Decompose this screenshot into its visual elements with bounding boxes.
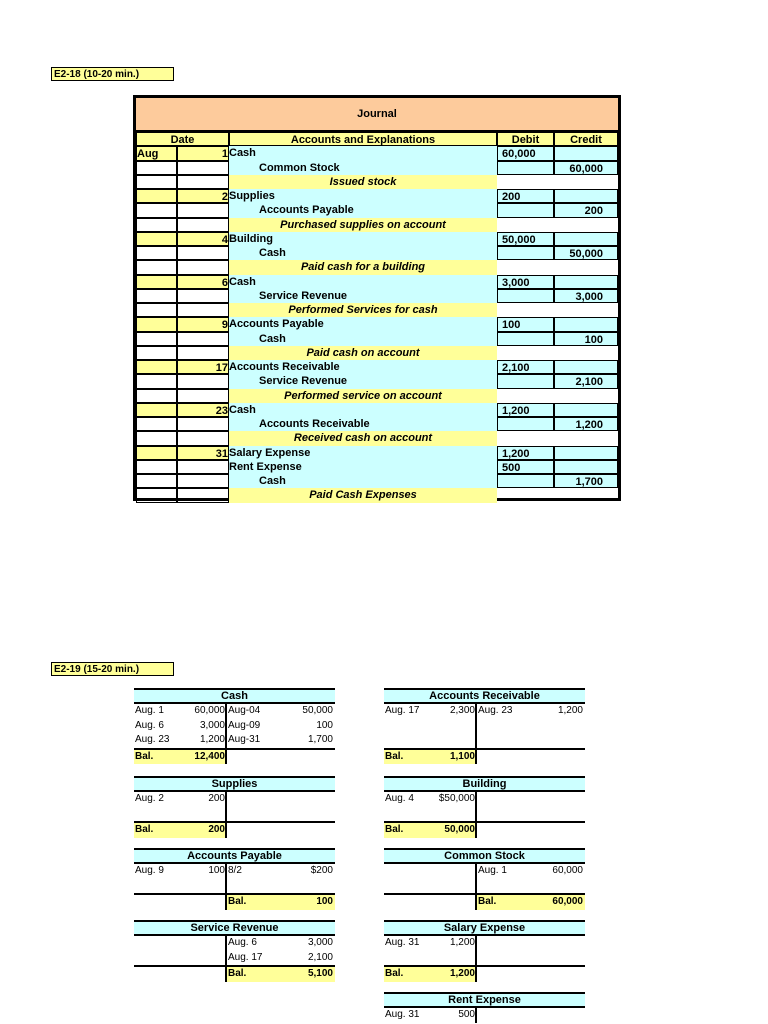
t-account-body — [134, 936, 335, 982]
debit-date: Aug. 2 — [135, 793, 164, 804]
journal-row — [136, 417, 618, 431]
journal-month — [136, 460, 177, 474]
t-account-divider — [225, 792, 227, 838]
journal-month — [136, 218, 177, 232]
e2-18-label: E2-18 (10-20 min.) — [51, 67, 174, 81]
t-account-title: Accounts Receivable — [384, 688, 585, 704]
credit-amount: 100 — [316, 719, 333, 731]
debit-date: Aug. 1 — [135, 705, 164, 716]
journal-day — [177, 303, 229, 317]
debit-date: Aug. 6 — [135, 719, 164, 731]
t-account-entry — [384, 879, 585, 894]
t-account-entry — [134, 719, 335, 734]
journal-account: Cash — [229, 246, 497, 260]
balance-label: Bal. — [228, 896, 247, 907]
journal-row — [136, 232, 618, 246]
journal-credit — [554, 189, 618, 203]
journal-month — [136, 374, 177, 388]
journal-credit: 50,000 — [554, 246, 618, 260]
balance-row — [384, 750, 585, 765]
credit-amount: 1,700 — [307, 734, 333, 745]
t-account-entry — [384, 719, 585, 734]
t-account-body — [134, 864, 335, 910]
journal-month — [136, 332, 177, 346]
credit-date: Aug-09 — [228, 719, 261, 731]
journal-debit — [497, 161, 554, 175]
journal-account: Service Revenue — [229, 374, 497, 388]
journal-month — [136, 403, 177, 417]
balance-value: 50,000 — [444, 824, 475, 835]
balance-row — [384, 895, 585, 910]
journal-account: Salary Expense — [229, 446, 497, 460]
journal-row — [136, 303, 618, 317]
journal-month: Aug — [136, 146, 177, 160]
debit-date: Aug. 17 — [385, 705, 420, 716]
credit-amount: 50,000 — [302, 705, 333, 716]
debit-amount: 1,200 — [199, 734, 225, 745]
journal-day — [177, 175, 229, 189]
accounts-header: Accounts and Explanations — [229, 132, 497, 146]
journal-debit: 500 — [497, 460, 554, 474]
journal-row — [136, 260, 618, 274]
journal-debit — [497, 417, 554, 431]
t-account-entry — [134, 879, 335, 894]
journal-month — [136, 161, 177, 175]
journal-row — [136, 146, 618, 160]
t-account-entry — [134, 733, 335, 748]
journal-credit: 100 — [554, 332, 618, 346]
t-account-title: Accounts Payable — [134, 848, 335, 864]
journal-account: Supplies — [229, 189, 497, 203]
journal-explanation: Paid cash for a building — [229, 260, 497, 274]
t-account-title: Salary Expense — [384, 920, 585, 936]
credit-date: 8/2 — [228, 865, 242, 876]
journal-table — [133, 95, 621, 501]
credit-date: Aug. 17 — [228, 951, 263, 963]
balance-label: Bal. — [135, 750, 154, 762]
t-account-title: Building — [384, 776, 585, 792]
t-account-body — [384, 792, 585, 838]
t-account-divider — [475, 704, 477, 764]
supplies-t-account — [134, 776, 335, 838]
balance-label: Bal. — [135, 824, 154, 835]
journal-debit — [497, 203, 554, 217]
t-account-divider — [225, 936, 227, 982]
credit-date: Aug. 6 — [228, 937, 257, 948]
accounts-payable-t-account — [134, 848, 335, 910]
journal-day: 6 — [177, 275, 229, 289]
journal-day — [177, 289, 229, 303]
balance-label: Bal. — [385, 968, 404, 979]
journal-credit — [554, 446, 618, 460]
journal-account: Cash — [229, 474, 497, 488]
journal-month — [136, 275, 177, 289]
date-header: Date — [136, 132, 229, 146]
journal-month — [136, 203, 177, 217]
debit-amount: 60,000 — [194, 705, 225, 716]
journal-title: Journal — [136, 98, 618, 132]
debit-date: Aug. 4 — [385, 793, 414, 804]
salary-expense-t-account — [384, 920, 585, 982]
journal-month — [136, 474, 177, 488]
journal-month — [136, 232, 177, 246]
journal-month — [136, 488, 177, 502]
journal-account: Cash — [229, 332, 497, 346]
journal-day: 31 — [177, 446, 229, 460]
balance-value: 5,100 — [307, 968, 333, 979]
journal-credit: 60,000 — [554, 161, 618, 175]
journal-debit — [497, 474, 554, 488]
credit-header: Credit — [554, 132, 618, 146]
t-account-entry — [384, 792, 585, 807]
journal-explanation: Performed service on account — [229, 389, 497, 403]
journal-credit — [554, 403, 618, 417]
t-account-body — [384, 704, 585, 764]
credit-amount: 3,000 — [307, 937, 333, 948]
journal-row — [136, 246, 618, 260]
journal-row — [136, 474, 618, 488]
e2-19-label: E2-19 (15-20 min.) — [51, 662, 174, 676]
balance-value: 200 — [208, 824, 225, 835]
journal-row — [136, 203, 618, 217]
journal-row — [136, 289, 618, 303]
t-account-divider — [475, 1008, 477, 1023]
journal-row — [136, 374, 618, 388]
journal-day: 23 — [177, 403, 229, 417]
t-account-divider — [225, 704, 227, 764]
debit-date: Aug. 9 — [135, 865, 164, 876]
journal-day — [177, 474, 229, 488]
building-t-account — [384, 776, 585, 838]
journal-row — [136, 332, 618, 346]
journal-day: 9 — [177, 317, 229, 331]
balance-row — [134, 823, 335, 838]
journal-month — [136, 389, 177, 403]
journal-account: Accounts Receivable — [229, 417, 497, 431]
journal-credit: 1,700 — [554, 474, 618, 488]
journal-credit — [554, 232, 618, 246]
journal-month — [136, 346, 177, 360]
journal-month — [136, 417, 177, 431]
journal-row — [136, 389, 618, 403]
journal-credit: 3,000 — [554, 289, 618, 303]
journal-day — [177, 260, 229, 274]
journal-day — [177, 389, 229, 403]
journal-month — [136, 289, 177, 303]
journal-account: Service Revenue — [229, 289, 497, 303]
debit-amount: 1,200 — [449, 937, 475, 948]
balance-row — [384, 967, 585, 982]
t-account-entry — [384, 704, 585, 719]
debit-date: Aug. 23 — [135, 734, 170, 745]
journal-row — [136, 446, 618, 460]
journal-debit — [497, 332, 554, 346]
service-revenue-t-account — [134, 920, 335, 982]
journal-row — [136, 218, 618, 232]
journal-row — [136, 460, 618, 474]
debit-amount: 500 — [458, 1009, 475, 1020]
balance-value: 1,200 — [449, 968, 475, 979]
journal-month — [136, 246, 177, 260]
journal-explanation: Purchased supplies on account — [229, 218, 497, 232]
debit-amount: 2,300 — [449, 705, 475, 716]
journal-credit: 2,100 — [554, 374, 618, 388]
cash-t-account — [134, 688, 335, 764]
journal-day: 17 — [177, 360, 229, 374]
debit-amount: 3,000 — [199, 719, 225, 731]
journal-day — [177, 417, 229, 431]
credit-amount: 2,100 — [307, 951, 333, 963]
t-account-entry — [384, 864, 585, 879]
t-account-body — [384, 936, 585, 982]
accounts-receivable-t-account — [384, 688, 585, 764]
journal-explanation: Paid Cash Expenses — [229, 488, 497, 502]
journal-debit — [497, 374, 554, 388]
journal-credit: 200 — [554, 203, 618, 217]
debit-header: Debit — [497, 132, 554, 146]
balance-value: 1,100 — [449, 750, 475, 762]
balance-label: Bal. — [228, 968, 247, 979]
journal-explanation: Issued stock — [229, 175, 497, 189]
journal-month — [136, 260, 177, 274]
t-account-entry — [134, 864, 335, 879]
balance-value: 100 — [316, 896, 333, 907]
t-account-title: Service Revenue — [134, 920, 335, 936]
balance-value: 60,000 — [552, 896, 583, 907]
journal-header-row — [136, 132, 618, 146]
t-account-entry — [134, 936, 335, 951]
balance-row — [384, 823, 585, 838]
journal-debit: 1,200 — [497, 403, 554, 417]
t-account-title: Supplies — [134, 776, 335, 792]
balance-row — [134, 967, 335, 982]
journal-day — [177, 332, 229, 346]
t-account-entry — [384, 936, 585, 951]
t-account-body — [134, 792, 335, 838]
t-account-entry — [134, 951, 335, 966]
journal-debit: 3,000 — [497, 275, 554, 289]
journal-day: 4 — [177, 232, 229, 246]
journal-month — [136, 431, 177, 445]
journal-row — [136, 403, 618, 417]
journal-account: Common Stock — [229, 161, 497, 175]
debit-amount: $50,000 — [438, 793, 475, 804]
balance-row — [134, 895, 335, 910]
journal-credit — [554, 275, 618, 289]
journal-row — [136, 189, 618, 203]
journal-account: Accounts Payable — [229, 317, 497, 331]
journal-row — [136, 317, 618, 331]
balance-label: Bal. — [385, 750, 404, 762]
t-account-entry — [384, 807, 585, 822]
journal-debit: 100 — [497, 317, 554, 331]
journal-day — [177, 161, 229, 175]
t-account-divider — [475, 864, 477, 910]
journal-debit: 2,100 — [497, 360, 554, 374]
journal-explanation: Performed Services for cash — [229, 303, 497, 317]
balance-value: 12,400 — [194, 750, 225, 762]
journal-account: Cash — [229, 146, 497, 160]
balance-label: Bal. — [385, 824, 404, 835]
t-account-entry — [134, 792, 335, 807]
journal-day — [177, 460, 229, 474]
journal-debit — [497, 246, 554, 260]
journal-debit: 50,000 — [497, 232, 554, 246]
debit-amount: 200 — [208, 793, 225, 804]
journal-day — [177, 346, 229, 360]
journal-month — [136, 360, 177, 374]
journal-row — [136, 360, 618, 374]
debit-date: Aug. 31 — [385, 1009, 420, 1020]
t-account-body — [384, 864, 585, 910]
journal-account: Rent Expense — [229, 460, 497, 474]
journal-row — [136, 346, 618, 360]
journal-day — [177, 203, 229, 217]
journal-credit — [554, 146, 618, 160]
t-account-entry — [384, 733, 585, 748]
t-account-body — [384, 1008, 585, 1023]
journal-day: 1 — [177, 146, 229, 160]
credit-amount: $200 — [310, 865, 333, 876]
balance-row — [134, 750, 335, 765]
journal-day — [177, 218, 229, 232]
journal-credit — [554, 460, 618, 474]
journal-month — [136, 189, 177, 203]
journal-day — [177, 246, 229, 260]
journal-day — [177, 374, 229, 388]
credit-date: Aug. 1 — [478, 865, 507, 876]
journal-credit — [554, 360, 618, 374]
t-account-divider — [475, 936, 477, 982]
t-account-title: Common Stock — [384, 848, 585, 864]
journal-month — [136, 175, 177, 189]
t-account-divider — [225, 864, 227, 910]
journal-debit: 60,000 — [497, 146, 554, 160]
credit-amount: 60,000 — [552, 865, 583, 876]
journal-account: Cash — [229, 403, 497, 417]
journal-day — [177, 431, 229, 445]
t-account-entry — [384, 951, 585, 966]
t-account-entry — [134, 704, 335, 719]
t-account-entry — [134, 807, 335, 822]
journal-row — [136, 161, 618, 175]
journal-account: Building — [229, 232, 497, 246]
journal-row — [136, 275, 618, 289]
journal-account: Accounts Payable — [229, 203, 497, 217]
journal-row — [136, 431, 618, 445]
journal-debit: 1,200 — [497, 446, 554, 460]
credit-date: Aug-04 — [228, 705, 261, 716]
journal-credit: 1,200 — [554, 417, 618, 431]
journal-month — [136, 446, 177, 460]
journal-explanation: Received cash on account — [229, 431, 497, 445]
credit-amount: 1,200 — [557, 705, 583, 716]
t-account-body — [134, 704, 335, 764]
journal-explanation: Paid cash on account — [229, 346, 497, 360]
t-account-divider — [475, 792, 477, 838]
rent-expense-t-account — [384, 992, 585, 1023]
journal-account: Accounts Receivable — [229, 360, 497, 374]
journal-day: 2 — [177, 189, 229, 203]
balance-label: Bal. — [478, 896, 497, 907]
journal-month — [136, 317, 177, 331]
debit-date: Aug. 31 — [385, 937, 420, 948]
debit-amount: 100 — [208, 865, 225, 876]
journal-row — [136, 488, 618, 502]
t-account-title: Rent Expense — [384, 992, 585, 1008]
journal-debit — [497, 289, 554, 303]
common-stock-t-account — [384, 848, 585, 910]
credit-date: Aug-31 — [228, 734, 261, 745]
journal-credit — [554, 317, 618, 331]
t-account-entry — [384, 1008, 585, 1023]
journal-day — [177, 488, 229, 502]
credit-date: Aug. 23 — [478, 705, 513, 716]
t-account-title: Cash — [134, 688, 335, 704]
journal-debit: 200 — [497, 189, 554, 203]
journal-row — [136, 175, 618, 189]
journal-rows — [136, 132, 618, 503]
journal-account: Cash — [229, 275, 497, 289]
journal-month — [136, 303, 177, 317]
